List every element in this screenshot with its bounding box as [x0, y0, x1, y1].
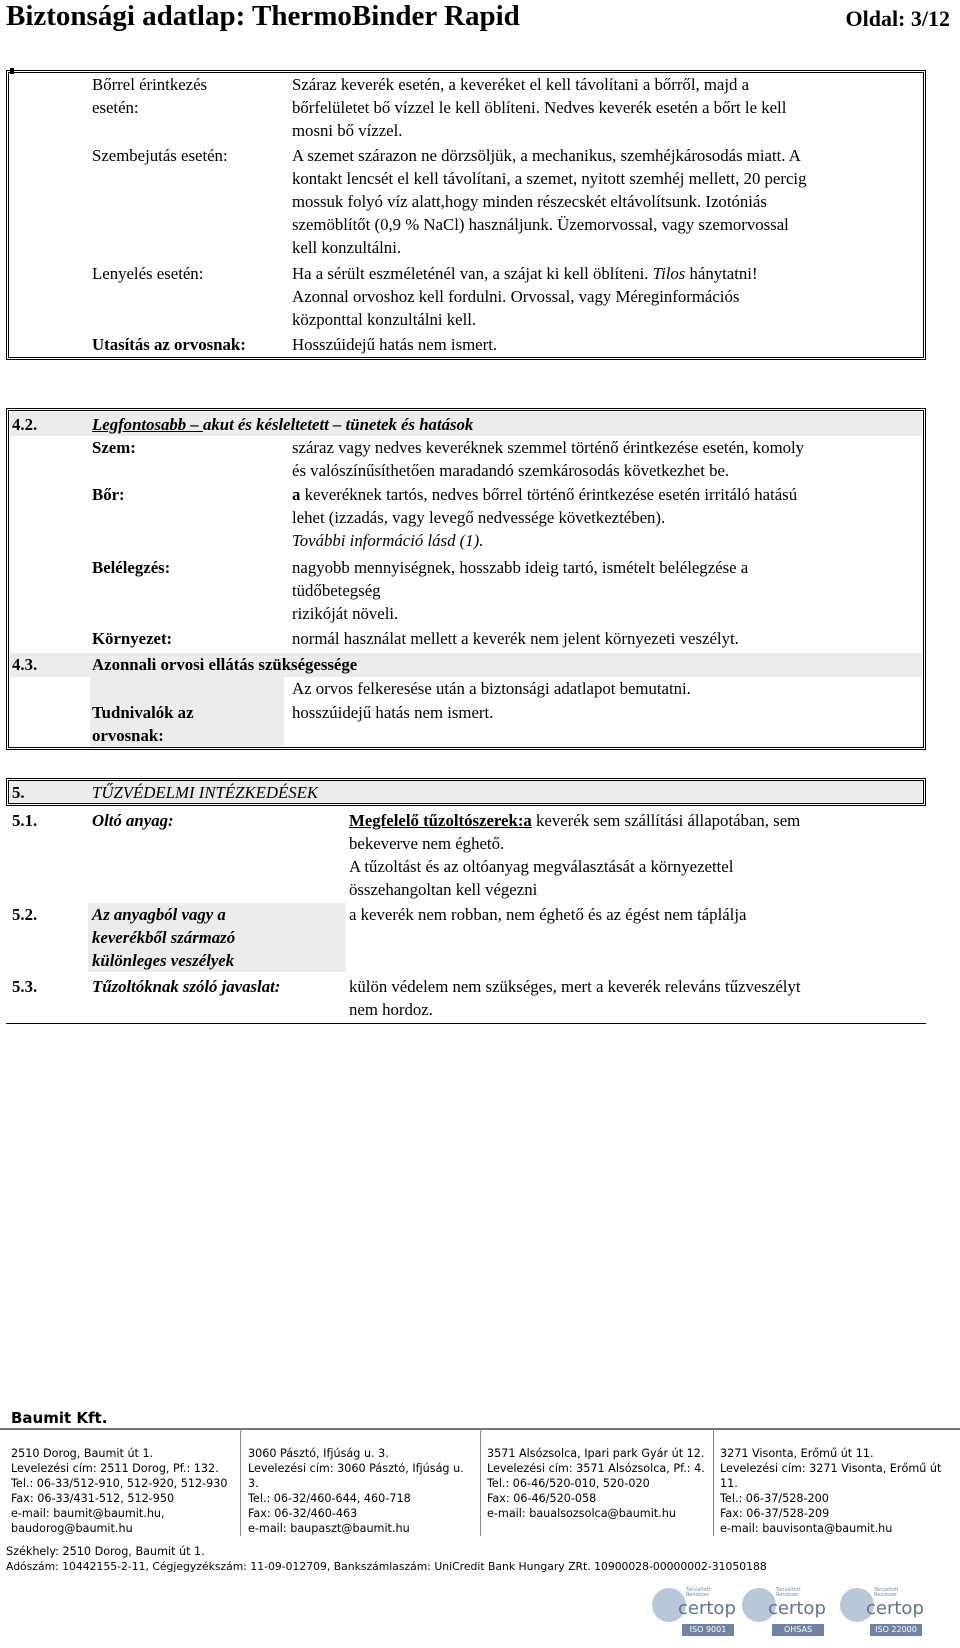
section-5-3-text: külön védelem nem szükséges, mert a keverék releváns tűzveszélyt nem hordoz.: [349, 977, 801, 1019]
footer-col-visonta: 3271 Visonta, Erőmű út 11. Levelezési cím: 3271 Visonta, Erőmű út 11. Tel.: 06-37/528-200 Fax: 06-37/528-209 e-mail: bauvisonta@baumit.hu: [720, 1447, 942, 1535]
symptom-eye-label: Szem:: [92, 438, 136, 457]
section-4-3-title: Azonnali orvosi ellátás szükségessége: [92, 655, 358, 674]
section-5-2-label: Az anyagból vagy a keverékből származó különleges veszélyek: [92, 905, 236, 970]
symptom-environment-text: normál használat mellett a keverék nem jelent környezeti veszélyt.: [292, 629, 739, 648]
section-5-bottom-rule: [6, 1023, 926, 1024]
doctor-instruction-label: Utasítás az orvosnak:: [92, 335, 246, 354]
symptom-skin-label: Bőr:: [92, 485, 125, 504]
section-4-2-title: Legfontosabb – akut és késleltetett – tünetek és hatások: [92, 415, 474, 434]
document-title: Biztonsági adatlap: ThermoBinder Rapid: [6, 0, 520, 32]
footer-col-paszto: 3060 Pásztó, Ifjúság u. 3. Levelezési cím: 3060 Pásztó, Ifjúság u. 3. Tel.: 06-32/460-644, 460-718 Fax: 06-32/460-463 e-mail: baupaszt@baumit.hu: [248, 1447, 464, 1535]
section-5-3-number: 5.3.: [12, 977, 38, 996]
eye-contact-text: A szemet szárazon ne dörzsöljük, a mechanikus, szemhéjkárosodás miatt. A kontakt lencsét el kell távolítani, a szemet, nyitott szemhéj mellett, 20 percig mossuk folyó víz alatt,hogy minden részecskét eltávolítsunk. Izotóniás szemöblítőt (0,9 % NaCl) használjunk. Üzemorvossal, vagy szemorvossal kell konzultálni.: [292, 146, 807, 257]
doctor-notes-text: hosszúidejű hatás nem ismert.: [292, 703, 494, 722]
footer-col-separator-1: [240, 1428, 241, 1536]
doctor-notes-label: Tudnivalók az orvosnak:: [92, 703, 194, 745]
section-4-2-number: 4.2.: [12, 415, 38, 434]
section-5-3-label: Tűzoltóknak szóló javaslat:: [92, 977, 281, 996]
symptom-inhalation-text: nagyobb mennyiségnek, hosszabb ideig tartó, ismételt belélegzése a tüdőbetegség rizikóját növeli.: [292, 558, 749, 623]
section-5-title: TŰZVÉDELMI INTÉZKEDÉSEK: [92, 783, 319, 802]
page-header: [6, 0, 950, 40]
cert-logo-iso22000: Tanúsított Rendszer certop ISO 22000: [838, 1584, 918, 1636]
section-5-1-text: Megfelelő tűzoltószerek:a keverék sem szállítási állapotában, sem bekeverve nem éghető. A tűzoltást és az oltóanyag megválasztását a környezettel összehangoltan kell végezni: [349, 811, 801, 899]
footer-col-separator-2: [480, 1428, 481, 1536]
footer-tax-line: Adószám: 10442155-2-11, Cégjegyzékszám: 11-09-012709, Bankszámlaszám: UniCredit Bank Hungary ZRt. 10900028-00000002-31050188: [6, 1560, 767, 1573]
section-5-2-text: a keverék nem robban, nem éghető és az égést nem táplálja: [349, 905, 747, 924]
eye-contact-label: Szembejutás esetén:: [92, 146, 228, 165]
section-5-1-number: 5.1.: [12, 811, 38, 830]
section-4-3-number: 4.3.: [12, 655, 38, 674]
section-5-2-number: 5.2.: [12, 905, 38, 924]
section-4-3-line1: Az orvos felkeresése után a biztonsági adatlapot bemutatni.: [292, 679, 691, 698]
page-number: Oldal: 3/12: [845, 6, 950, 31]
section-5-1-label: Oltó anyag:: [92, 811, 174, 830]
symptom-skin-text: a keveréknek tartós, nedves bőrrel történő érintkezése esetén irritáló hatású lehet (izzadás, vagy levegő nedvessége következtében). További információ lásd (1).: [292, 485, 798, 550]
symptom-inhalation-label: Belélegzés:: [92, 558, 171, 577]
cert-logo-iso9001: Tanúsított Rendszer certop ISO 9001: [650, 1584, 730, 1636]
footer-company: Baumit Kft.: [11, 1409, 108, 1427]
footer-seat: Székhely: 2510 Dorog, Baumit út 1.: [6, 1545, 205, 1558]
ingestion-text: Ha a sérült eszméleténél van, a szájat ki kell öblíteni. Tilos hánytatni! Azonnal orvoshoz kell fordulni. Orvossal, vagy Méreginformációs központtal konzultálni kell.: [292, 264, 758, 329]
cert-logo-ohsas18001: Tanúsított Rendszer certop OHSAS 18001: [740, 1584, 820, 1636]
doctor-instruction-text: Hosszúidejű hatás nem ismert.: [292, 335, 498, 354]
ingestion-label: Lenyelés esetén:: [92, 264, 204, 283]
footer-col-separator-3: [713, 1428, 714, 1536]
skin-contact-text: Száraz keverék esetén, a keveréket el kell távolítani a bőrről, majd a bőrfelületet bő vízzel le kell öblíteni. Nedves keverék esetén a bőrt le kell mosni bő vízzel.: [292, 75, 787, 140]
skin-contact-label: Bőrrel érintkezés esetén:: [92, 75, 208, 117]
symptom-eye-text: száraz vagy nedves keveréknek szemmel történő érintkezése esetén, komoly és valószínűsíthetően maradandó szemkárosodás következhet be.: [292, 438, 805, 480]
footer-col-alsozsolca: 3571 Alsózsolca, Ipari park Gyár út 12. Levelezési cím: 3571 Alsózsolca, Pf.: 4. Tel.: 06-46/520-010, 520-020 Fax: 06-46/520-058 e-mail: baualsozsolca@baumit.hu: [487, 1447, 705, 1520]
footer-col-dorog: 2510 Dorog, Baumit út 1. Levelezési cím: 2511 Dorog, Pf.: 132. Tel.: 06-33/512-910, 512-920, 512-930 Fax: 06-33/431-512, 512-950 e-mail: baumit@baumit.hu, baudorog@baumit.hu: [11, 1447, 228, 1535]
first-aid-top-rule: [10, 68, 14, 74]
section-5-number: 5.: [12, 783, 25, 802]
symptom-environment-label: Környezet:: [92, 629, 173, 648]
